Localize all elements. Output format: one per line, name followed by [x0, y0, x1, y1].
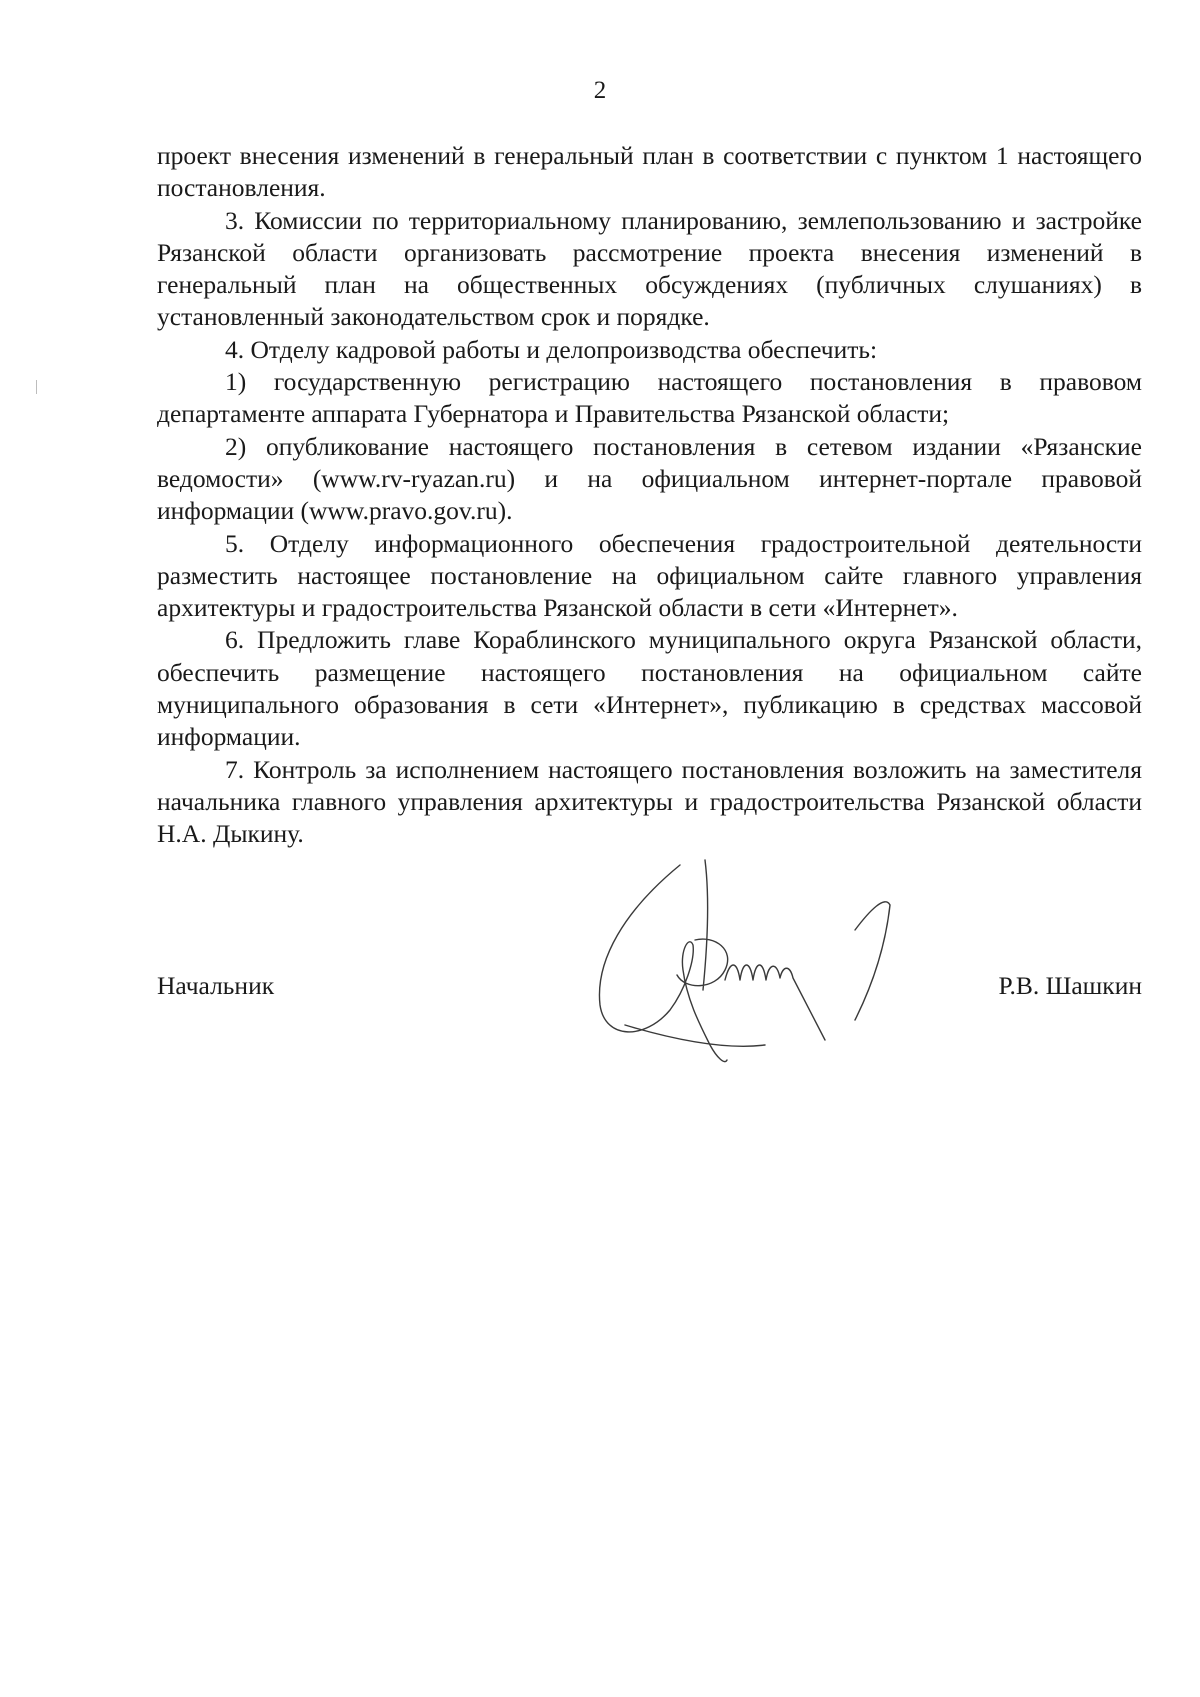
signatory-name: Р.В. Шашкин [998, 971, 1142, 1000]
paragraph-continuation: проект внесения изменений в генеральный план в соответствии с пунктом 1 настоящего постановления. [157, 141, 1142, 203]
paragraph-subitem-1: 1) государственную регистрацию настоящего постановления в правовом департаменте аппарата Губернатора и Правительства Рязанской области; [157, 367, 1142, 429]
page-number: 2 [593, 77, 607, 104]
signatory-position: Начальник [157, 971, 275, 1000]
scan-margin-mark [36, 380, 37, 394]
paragraph-item-3: 3. Комиссии по территориальному планированию, землепользованию и застройке Рязанской области организовать рассмотрение проекта внесения изменений в генеральный план на общественных обсуждениях (публичных слушаниях) в установленный законодательством срок и порядке. [157, 205, 1142, 332]
paragraph-subitem-2: 2) опубликование настоящего постановления в сетевом издании «Рязанские ведомости» (www.rv-ryazan.ru) и на официальном интернет-портале правовой информации (www.pravo.gov.ru). [157, 431, 1142, 526]
paragraph-item-4: 4. Отделу кадровой работы и делопроизводства обеспечить: [225, 334, 878, 364]
handwritten-signature [585, 840, 945, 1080]
paragraph-item-5: 5. Отделу информационного обеспечения градостроительной деятельности разместить настоящее постановление на официальном сайте главного управления архитектуры и градостроительства Рязанской области в сети «Интернет». [157, 528, 1142, 623]
paragraph-item-6: 6. Предложить главе Кораблинского муниципального округа Рязанской области, обеспечить размещение настоящего постановления на официальном сайте муниципального образования в сети «Интернет», публикацию в средствах массовой информации. [157, 625, 1142, 752]
paragraph-item-7: 7. Контроль за исполнением настоящего постановления возложить на заместителя начальника главного управления архитектуры и градостроительства Рязанской области Н.А. Дыкину. [157, 754, 1142, 849]
signature-block [157, 970, 1142, 1010]
document-body [157, 140, 1142, 851]
